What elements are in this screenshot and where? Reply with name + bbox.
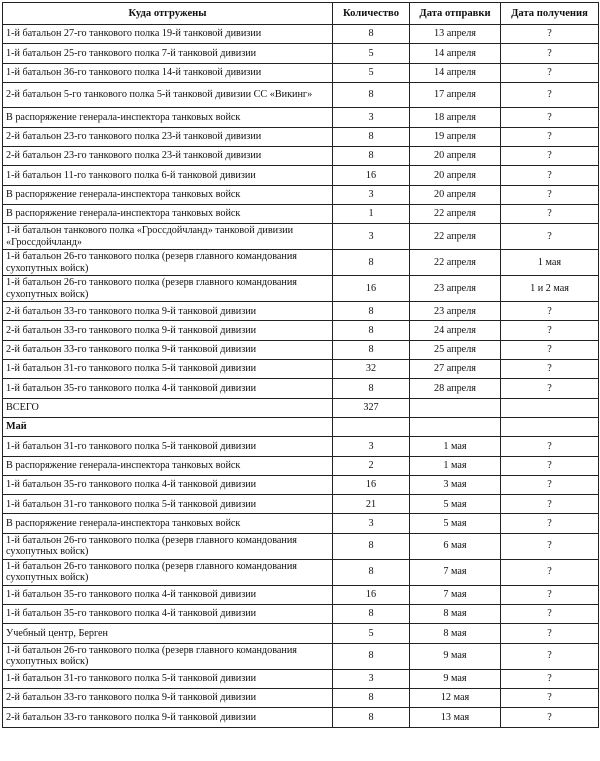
cell-sent-date: 23 апреля bbox=[410, 302, 501, 321]
cell-sent-date: 28 апреля bbox=[410, 379, 501, 398]
table-row bbox=[3, 224, 599, 250]
cell-sent-date: 20 апреля bbox=[410, 166, 501, 185]
table-row bbox=[3, 624, 599, 643]
cell-quantity: 8 bbox=[333, 321, 410, 340]
cell-received-date: ? bbox=[501, 63, 599, 82]
cell-destination: 1-й батальон 25-го танкового полка 7-й танковой дивизии bbox=[3, 44, 333, 63]
table-row bbox=[3, 585, 599, 604]
cell-sent-date: 22 апреля bbox=[410, 204, 501, 223]
cell-destination: 2-й батальон 33-го танкового полка 9-й танковой дивизии bbox=[3, 688, 333, 707]
table-row bbox=[3, 340, 599, 359]
cell-destination: В распоряжение генерала-инспектора танковых войск bbox=[3, 514, 333, 533]
table-row bbox=[3, 302, 599, 321]
table-row bbox=[3, 437, 599, 456]
cell-quantity: 8 bbox=[333, 146, 410, 165]
cell-quantity: 16 bbox=[333, 166, 410, 185]
cell-received-date: ? bbox=[501, 437, 599, 456]
table-header bbox=[3, 3, 599, 25]
cell-sent-date: 14 апреля bbox=[410, 63, 501, 82]
cell-quantity: 8 bbox=[333, 379, 410, 398]
column-header-quantity: Количество bbox=[333, 3, 410, 25]
cell-sent-date: 5 мая bbox=[410, 495, 501, 514]
column-header-sent-date: Дата отправки bbox=[410, 3, 501, 25]
cell-sent-date: 14 апреля bbox=[410, 44, 501, 63]
cell-received-date: ? bbox=[501, 224, 599, 250]
cell-quantity: 8 bbox=[333, 82, 410, 108]
cell-received-date: ? bbox=[501, 585, 599, 604]
table-row bbox=[3, 250, 599, 276]
cell-quantity: 3 bbox=[333, 108, 410, 127]
column-header-received-date: Дата получения bbox=[501, 3, 599, 25]
cell-sent-date: 13 мая bbox=[410, 708, 501, 727]
cell-received-date: ? bbox=[501, 559, 599, 585]
table-row bbox=[3, 533, 599, 559]
table-row bbox=[3, 643, 599, 669]
table-row bbox=[3, 379, 599, 398]
cell-received-date: ? bbox=[501, 204, 599, 223]
cell-received-date: ? bbox=[501, 514, 599, 533]
cell-destination: 1-й батальон 31-го танкового полка 5-й танковой дивизии bbox=[3, 669, 333, 688]
cell-quantity: 3 bbox=[333, 514, 410, 533]
cell-sent-date: 9 мая bbox=[410, 643, 501, 669]
cell-quantity: 8 bbox=[333, 250, 410, 276]
cell-quantity: 16 bbox=[333, 276, 410, 302]
cell-destination: 2-й батальон 23-го танкового полка 23-й танковой дивизии bbox=[3, 146, 333, 165]
cell-quantity: 16 bbox=[333, 475, 410, 494]
cell-quantity: 8 bbox=[333, 25, 410, 44]
cell-quantity: 327 bbox=[333, 398, 410, 417]
cell-sent-date: 19 апреля bbox=[410, 127, 501, 146]
cell-received-date: ? bbox=[501, 708, 599, 727]
cell-sent-date: 8 мая bbox=[410, 624, 501, 643]
cell-destination: 1-й батальон 35-го танкового полка 4-й танковой дивизии bbox=[3, 475, 333, 494]
table-row bbox=[3, 127, 599, 146]
table-row bbox=[3, 605, 599, 624]
cell-quantity: 3 bbox=[333, 669, 410, 688]
table-row bbox=[3, 204, 599, 223]
table-row bbox=[3, 688, 599, 707]
cell-quantity: 3 bbox=[333, 437, 410, 456]
cell-quantity: 8 bbox=[333, 605, 410, 624]
table-row bbox=[3, 708, 599, 727]
cell-sent-date: 5 мая bbox=[410, 514, 501, 533]
cell-received-date: ? bbox=[501, 360, 599, 379]
cell-sent-date: 17 апреля bbox=[410, 82, 501, 108]
cell-destination: 1-й батальон 26-го танкового полка (резерв главного командования сухопутных войск) bbox=[3, 276, 333, 302]
table-row bbox=[3, 82, 599, 108]
cell-destination: 1-й батальон 35-го танкового полка 4-й танковой дивизии bbox=[3, 379, 333, 398]
cell-received-date: ? bbox=[501, 495, 599, 514]
cell-sent-date: 12 мая bbox=[410, 688, 501, 707]
cell-sent-date: 7 мая bbox=[410, 559, 501, 585]
table-row bbox=[3, 669, 599, 688]
cell-quantity: 3 bbox=[333, 185, 410, 204]
cell-destination: В распоряжение генерала-инспектора танковых войск bbox=[3, 204, 333, 223]
cell-sent-date: 25 апреля bbox=[410, 340, 501, 359]
cell-received-date: ? bbox=[501, 456, 599, 475]
cell-received-date bbox=[501, 417, 599, 436]
cell-sent-date: 13 апреля bbox=[410, 25, 501, 44]
cell-destination: 1-й батальон 31-го танкового полка 5-й танковой дивизии bbox=[3, 495, 333, 514]
cell-received-date: ? bbox=[501, 533, 599, 559]
cell-sent-date: 7 мая bbox=[410, 585, 501, 604]
cell-quantity: 8 bbox=[333, 127, 410, 146]
cell-received-date: ? bbox=[501, 108, 599, 127]
cell-received-date: ? bbox=[501, 688, 599, 707]
table-row bbox=[3, 166, 599, 185]
cell-destination: 2-й батальон 33-го танкового полка 9-й танковой дивизии bbox=[3, 302, 333, 321]
cell-sent-date: 3 мая bbox=[410, 475, 501, 494]
cell-received-date: 1 и 2 мая bbox=[501, 276, 599, 302]
cell-received-date: ? bbox=[501, 146, 599, 165]
cell-destination: 2-й батальон 33-го танкового полка 9-й танковой дивизии bbox=[3, 321, 333, 340]
cell-quantity: 8 bbox=[333, 643, 410, 669]
cell-quantity: 5 bbox=[333, 63, 410, 82]
cell-destination: 2-й батальон 5-го танкового полка 5-й танковой дивизии СС «Викинг» bbox=[3, 82, 333, 108]
cell-received-date: ? bbox=[501, 44, 599, 63]
cell-received-date: ? bbox=[501, 302, 599, 321]
table-row bbox=[3, 276, 599, 302]
cell-quantity: 2 bbox=[333, 456, 410, 475]
total-row bbox=[3, 398, 599, 417]
table-row bbox=[3, 475, 599, 494]
cell-destination: 1-й батальон танкового полка «Гроссдойчланд» танковой дивизии «Гроссдойчланд» bbox=[3, 224, 333, 250]
cell-sent-date: 8 мая bbox=[410, 605, 501, 624]
cell-received-date: ? bbox=[501, 605, 599, 624]
cell-destination: В распоряжение генерала-инспектора танковых войск bbox=[3, 456, 333, 475]
cell-destination: 1-й батальон 36-го танкового полка 14-й танковой дивизии bbox=[3, 63, 333, 82]
cell-destination: 1-й батальон 26-го танкового полка (резерв главного командования сухопутных войск) bbox=[3, 643, 333, 669]
table-row bbox=[3, 559, 599, 585]
cell-sent-date: 20 апреля bbox=[410, 185, 501, 204]
shipments-table bbox=[2, 2, 599, 728]
cell-quantity: 8 bbox=[333, 340, 410, 359]
table-row bbox=[3, 321, 599, 340]
cell-received-date: ? bbox=[501, 624, 599, 643]
cell-destination: 1-й батальон 31-го танкового полка 5-й танковой дивизии bbox=[3, 360, 333, 379]
cell-destination: 1-й батальон 31-го танкового полка 5-й танковой дивизии bbox=[3, 437, 333, 456]
cell-destination: Учебный центр, Берген bbox=[3, 624, 333, 643]
cell-sent-date: 24 апреля bbox=[410, 321, 501, 340]
cell-sent-date: 9 мая bbox=[410, 669, 501, 688]
cell-quantity: 5 bbox=[333, 624, 410, 643]
cell-received-date: ? bbox=[501, 82, 599, 108]
cell-quantity: 5 bbox=[333, 44, 410, 63]
cell-destination: 1-й батальон 35-го танкового полка 4-й танковой дивизии bbox=[3, 605, 333, 624]
table-row bbox=[3, 108, 599, 127]
table-row bbox=[3, 185, 599, 204]
cell-received-date: ? bbox=[501, 25, 599, 44]
cell-quantity: 8 bbox=[333, 708, 410, 727]
cell-sent-date: 23 апреля bbox=[410, 276, 501, 302]
cell-destination: ВСЕГО bbox=[3, 398, 333, 417]
cell-received-date: ? bbox=[501, 321, 599, 340]
cell-received-date: ? bbox=[501, 127, 599, 146]
section-header-row bbox=[3, 417, 599, 436]
cell-destination: В распоряжение генерала-инспектора танковых войск bbox=[3, 185, 333, 204]
cell-sent-date bbox=[410, 398, 501, 417]
cell-sent-date: 27 апреля bbox=[410, 360, 501, 379]
cell-received-date: ? bbox=[501, 669, 599, 688]
table-row bbox=[3, 44, 599, 63]
cell-received-date: ? bbox=[501, 379, 599, 398]
cell-received-date: ? bbox=[501, 475, 599, 494]
cell-destination: 2-й батальон 23-го танкового полка 23-й танковой дивизии bbox=[3, 127, 333, 146]
cell-quantity: 16 bbox=[333, 585, 410, 604]
cell-quantity: 8 bbox=[333, 688, 410, 707]
table-row bbox=[3, 360, 599, 379]
cell-quantity: 32 bbox=[333, 360, 410, 379]
cell-quantity: 3 bbox=[333, 224, 410, 250]
cell-destination: 1-й батальон 26-го танкового полка (резерв главного командования сухопутных войск) bbox=[3, 250, 333, 276]
cell-sent-date: 6 мая bbox=[410, 533, 501, 559]
cell-sent-date: 22 апреля bbox=[410, 250, 501, 276]
cell-quantity: 8 bbox=[333, 302, 410, 321]
cell-sent-date bbox=[410, 417, 501, 436]
cell-received-date: ? bbox=[501, 643, 599, 669]
table-body bbox=[3, 25, 599, 728]
cell-received-date: ? bbox=[501, 340, 599, 359]
cell-sent-date: 20 апреля bbox=[410, 146, 501, 165]
table-row bbox=[3, 495, 599, 514]
table-row bbox=[3, 456, 599, 475]
cell-destination: 1-й батальон 35-го танкового полка 4-й танковой дивизии bbox=[3, 585, 333, 604]
cell-quantity: 21 bbox=[333, 495, 410, 514]
cell-destination: 1-й батальон 26-го танкового полка (резерв главного командования сухопутных войск) bbox=[3, 533, 333, 559]
table-row bbox=[3, 25, 599, 44]
cell-sent-date: 22 апреля bbox=[410, 224, 501, 250]
cell-destination: 2-й батальон 33-го танкового полка 9-й танковой дивизии bbox=[3, 340, 333, 359]
cell-quantity bbox=[333, 417, 410, 436]
cell-destination: Май bbox=[3, 417, 333, 436]
cell-destination: 2-й батальон 33-го танкового полка 9-й танковой дивизии bbox=[3, 708, 333, 727]
cell-destination: 1-й батальон 11-го танкового полка 6-й танковой дивизии bbox=[3, 166, 333, 185]
table-row bbox=[3, 63, 599, 82]
cell-quantity: 1 bbox=[333, 204, 410, 223]
cell-received-date bbox=[501, 398, 599, 417]
header-row bbox=[3, 3, 599, 25]
table-row bbox=[3, 146, 599, 165]
cell-sent-date: 18 апреля bbox=[410, 108, 501, 127]
cell-destination: 1-й батальон 26-го танкового полка (резерв главного командования сухопутных войск) bbox=[3, 559, 333, 585]
table-row bbox=[3, 514, 599, 533]
cell-received-date: 1 мая bbox=[501, 250, 599, 276]
cell-destination: 1-й батальон 27-го танкового полка 19-й танковой дивизии bbox=[3, 25, 333, 44]
cell-quantity: 8 bbox=[333, 559, 410, 585]
column-header-destination: Куда отгружены bbox=[3, 3, 333, 25]
cell-quantity: 8 bbox=[333, 533, 410, 559]
cell-received-date: ? bbox=[501, 185, 599, 204]
cell-destination: В распоряжение генерала-инспектора танковых войск bbox=[3, 108, 333, 127]
cell-sent-date: 1 мая bbox=[410, 437, 501, 456]
cell-sent-date: 1 мая bbox=[410, 456, 501, 475]
cell-received-date: ? bbox=[501, 166, 599, 185]
